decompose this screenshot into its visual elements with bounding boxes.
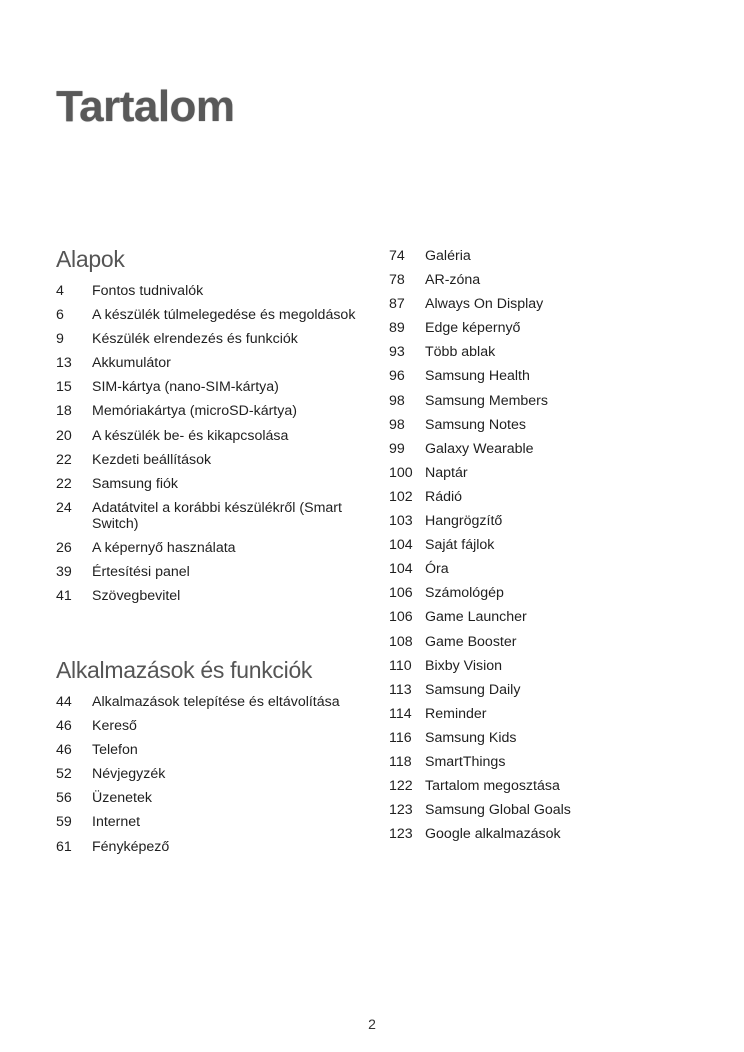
- page-number: 2: [368, 1016, 376, 1032]
- toc-entry-label: Game Launcher: [425, 609, 527, 626]
- toc-entry[interactable]: [389, 296, 689, 312]
- toc-entry[interactable]: [389, 320, 689, 336]
- toc-entry-label: Értesítési panel: [92, 564, 190, 581]
- toc-entry-label: Samsung Health: [425, 368, 530, 385]
- toc-entry[interactable]: [56, 790, 356, 806]
- toc-entry[interactable]: [389, 754, 689, 770]
- toc-page-number: 123: [389, 826, 413, 843]
- toc-entry[interactable]: [389, 441, 689, 457]
- toc-entry-label: Fontos tudnivalók: [92, 283, 204, 299]
- toc-page-number: 96: [389, 368, 405, 385]
- toc-entry[interactable]: [56, 766, 356, 782]
- toc-entry[interactable]: [56, 814, 356, 830]
- toc-entry-label: Hangrögzítő: [425, 513, 503, 530]
- toc-page-number: 89: [389, 320, 405, 337]
- toc-entry-label: Akkumulátor: [92, 355, 171, 372]
- toc-page-number: 41: [56, 588, 72, 605]
- toc-entry-label: Google alkalmazások: [425, 826, 561, 843]
- toc-page-number: 116: [389, 729, 412, 746]
- toc-entry[interactable]: [56, 718, 356, 734]
- toc-entry-label: Edge képernyő: [425, 320, 521, 337]
- toc-entry[interactable]: [389, 802, 689, 818]
- toc-entry[interactable]: [389, 393, 689, 409]
- toc-entry-label: Óra: [425, 561, 449, 578]
- toc-entry[interactable]: [56, 428, 356, 444]
- toc-entry-label: A készülék túlmelegedése és megoldások: [92, 307, 356, 324]
- toc-entry-label: Samsung Members: [425, 392, 549, 409]
- toc-entry-label: Samsung Daily: [425, 681, 521, 698]
- toc-entry-label: Bixby Vision: [425, 657, 503, 674]
- toc-page-number: 123: [389, 802, 413, 819]
- toc-page-number: 15: [56, 379, 72, 396]
- toc-page-number: 39: [56, 564, 72, 581]
- toc-page-number: 4: [56, 283, 64, 299]
- toc-entry-label: Samsung Global Goals: [425, 802, 571, 819]
- toc-page-number: 22: [56, 475, 72, 492]
- toc-entry[interactable]: [56, 307, 356, 323]
- toc-entry[interactable]: [56, 331, 356, 347]
- toc-entry[interactable]: [56, 500, 356, 532]
- toc-entry[interactable]: [56, 540, 356, 556]
- toc-entry-label: A készülék be- és kikapcsolása: [92, 427, 289, 444]
- toc-page-number: 24: [56, 499, 72, 516]
- toc-page-number: 114: [389, 705, 412, 722]
- toc-page-number: 46: [56, 718, 72, 735]
- toc-entry[interactable]: [56, 564, 356, 580]
- toc-entry[interactable]: [56, 694, 356, 710]
- toc-page-number: 100: [389, 464, 413, 481]
- toc-list-alkalmazasok: [56, 694, 356, 863]
- toc-entry-label: Samsung fiók: [92, 475, 178, 492]
- toc-entry[interactable]: [56, 588, 356, 604]
- toc-entry-label: Szövegbevitel: [92, 588, 181, 605]
- toc-entry-label: Több ablak: [425, 344, 496, 361]
- toc-page-number: 46: [56, 742, 72, 759]
- toc-entry[interactable]: [389, 561, 689, 577]
- toc-entry-label: SmartThings: [425, 753, 506, 770]
- toc-entry[interactable]: [389, 368, 689, 384]
- toc-entry[interactable]: [389, 513, 689, 529]
- toc-entry-label: Adatátvitel a korábbi készülékről (Smart Switch): [92, 499, 342, 532]
- page-title: Tartalom: [56, 82, 235, 131]
- toc-list-alapok: [56, 283, 356, 612]
- toc-entry-label: AR-zóna: [425, 272, 481, 289]
- toc-page-number: 20: [56, 427, 72, 444]
- section-heading-alkalmazasok: Alkalmazások és funkciók: [56, 657, 313, 683]
- toc-page-number: 52: [56, 766, 72, 783]
- toc-entry[interactable]: [389, 730, 689, 746]
- toc-entry[interactable]: [389, 465, 689, 481]
- toc-entry[interactable]: [389, 272, 689, 288]
- toc-page-number: 18: [56, 403, 72, 420]
- toc-entry[interactable]: [56, 839, 356, 855]
- toc-page-number: 104: [389, 561, 413, 578]
- toc-page-number: 110: [389, 657, 412, 674]
- toc-entry[interactable]: [389, 489, 689, 505]
- toc-page-number: 59: [56, 814, 72, 831]
- toc-entry[interactable]: [56, 742, 356, 758]
- toc-page-number: 22: [56, 451, 72, 468]
- toc-page-number: 122: [389, 778, 413, 795]
- toc-entry[interactable]: [56, 283, 356, 299]
- toc-entry-label: Kezdeti beállítások: [92, 451, 212, 468]
- toc-entry[interactable]: [389, 537, 689, 553]
- toc-entry-label: Tartalom megosztása: [425, 778, 560, 795]
- toc-entry[interactable]: [389, 826, 689, 842]
- toc-entry[interactable]: [56, 403, 356, 419]
- toc-entry-label: Kereső: [92, 718, 137, 735]
- toc-page-number: 102: [389, 488, 413, 505]
- toc-entry-label: Számológép: [425, 585, 504, 602]
- toc-entry[interactable]: [56, 355, 356, 371]
- toc-page-number: 61: [56, 838, 72, 855]
- toc-entry-label: SIM-kártya (nano-SIM-kártya): [92, 379, 279, 396]
- section-heading-alapok: Alapok: [56, 246, 125, 272]
- toc-entry-label: Memóriakártya (microSD-kártya): [92, 403, 297, 420]
- toc-entry-label: Alkalmazások telepítése és eltávolítása: [92, 694, 340, 710]
- toc-entry-label: Samsung Kids: [425, 729, 517, 746]
- toc-entry-label: Samsung Notes: [425, 416, 526, 433]
- toc-entry-label: Üzenetek: [92, 790, 152, 807]
- toc-page-number: 9: [56, 331, 64, 348]
- toc-entry-label: Always On Display: [425, 296, 544, 313]
- toc-page-number: 103: [389, 513, 413, 530]
- toc-page-number: 99: [389, 440, 405, 457]
- toc-entry[interactable]: [389, 417, 689, 433]
- toc-page-number: 13: [56, 355, 72, 372]
- toc-entry[interactable]: [389, 344, 689, 360]
- toc-entry-label: Galéria: [425, 248, 471, 264]
- toc-entry-label: Rádió: [425, 488, 463, 505]
- toc-entry-label: Galaxy Wearable: [425, 440, 534, 457]
- toc-page-number: 108: [389, 633, 413, 650]
- toc-entry[interactable]: [389, 585, 689, 601]
- toc-entry-label: Reminder: [425, 705, 487, 722]
- toc-page-number: 26: [56, 539, 72, 556]
- toc-entry-label: Internet: [92, 814, 141, 831]
- toc-page-number: 98: [389, 416, 405, 433]
- toc-entry-label: Névjegyzék: [92, 766, 166, 783]
- toc-page-number: 106: [389, 585, 413, 602]
- toc-entry[interactable]: [56, 452, 356, 468]
- toc-entry-label: Telefon: [92, 742, 138, 759]
- toc-entry[interactable]: [389, 609, 689, 625]
- toc-entry[interactable]: [56, 476, 356, 492]
- toc-entry[interactable]: [389, 634, 689, 650]
- toc-entry[interactable]: [389, 706, 689, 722]
- toc-page-number: 106: [389, 609, 413, 626]
- toc-entry[interactable]: [389, 682, 689, 698]
- toc-entry-label: Készülék elrendezés és funkciók: [92, 331, 298, 348]
- toc-page-number: 78: [389, 272, 405, 289]
- toc-page-number: 44: [56, 694, 72, 710]
- toc-page-number: 56: [56, 790, 72, 807]
- toc-entry[interactable]: [389, 778, 689, 794]
- toc-entry-label: A képernyő használata: [92, 539, 236, 556]
- toc-list-right-column: [389, 248, 689, 850]
- toc-page-number: 6: [56, 307, 64, 324]
- toc-entry-label: Saját fájlok: [425, 537, 495, 554]
- toc-page-number: 118: [389, 753, 412, 770]
- toc-entry[interactable]: [56, 379, 356, 395]
- toc-page-number: 98: [389, 392, 405, 409]
- toc-entry-label: Naptár: [425, 464, 468, 481]
- toc-page-number: 113: [389, 681, 412, 698]
- toc-entry[interactable]: [389, 248, 689, 264]
- toc-entry-label: Fényképező: [92, 838, 170, 855]
- toc-page-number: 74: [389, 248, 405, 264]
- toc-page-number: 93: [389, 344, 405, 361]
- toc-page-number: 104: [389, 537, 413, 554]
- toc-entry-label: Game Booster: [425, 633, 517, 650]
- toc-page-number: 87: [389, 296, 405, 313]
- toc-entry[interactable]: [389, 658, 689, 674]
